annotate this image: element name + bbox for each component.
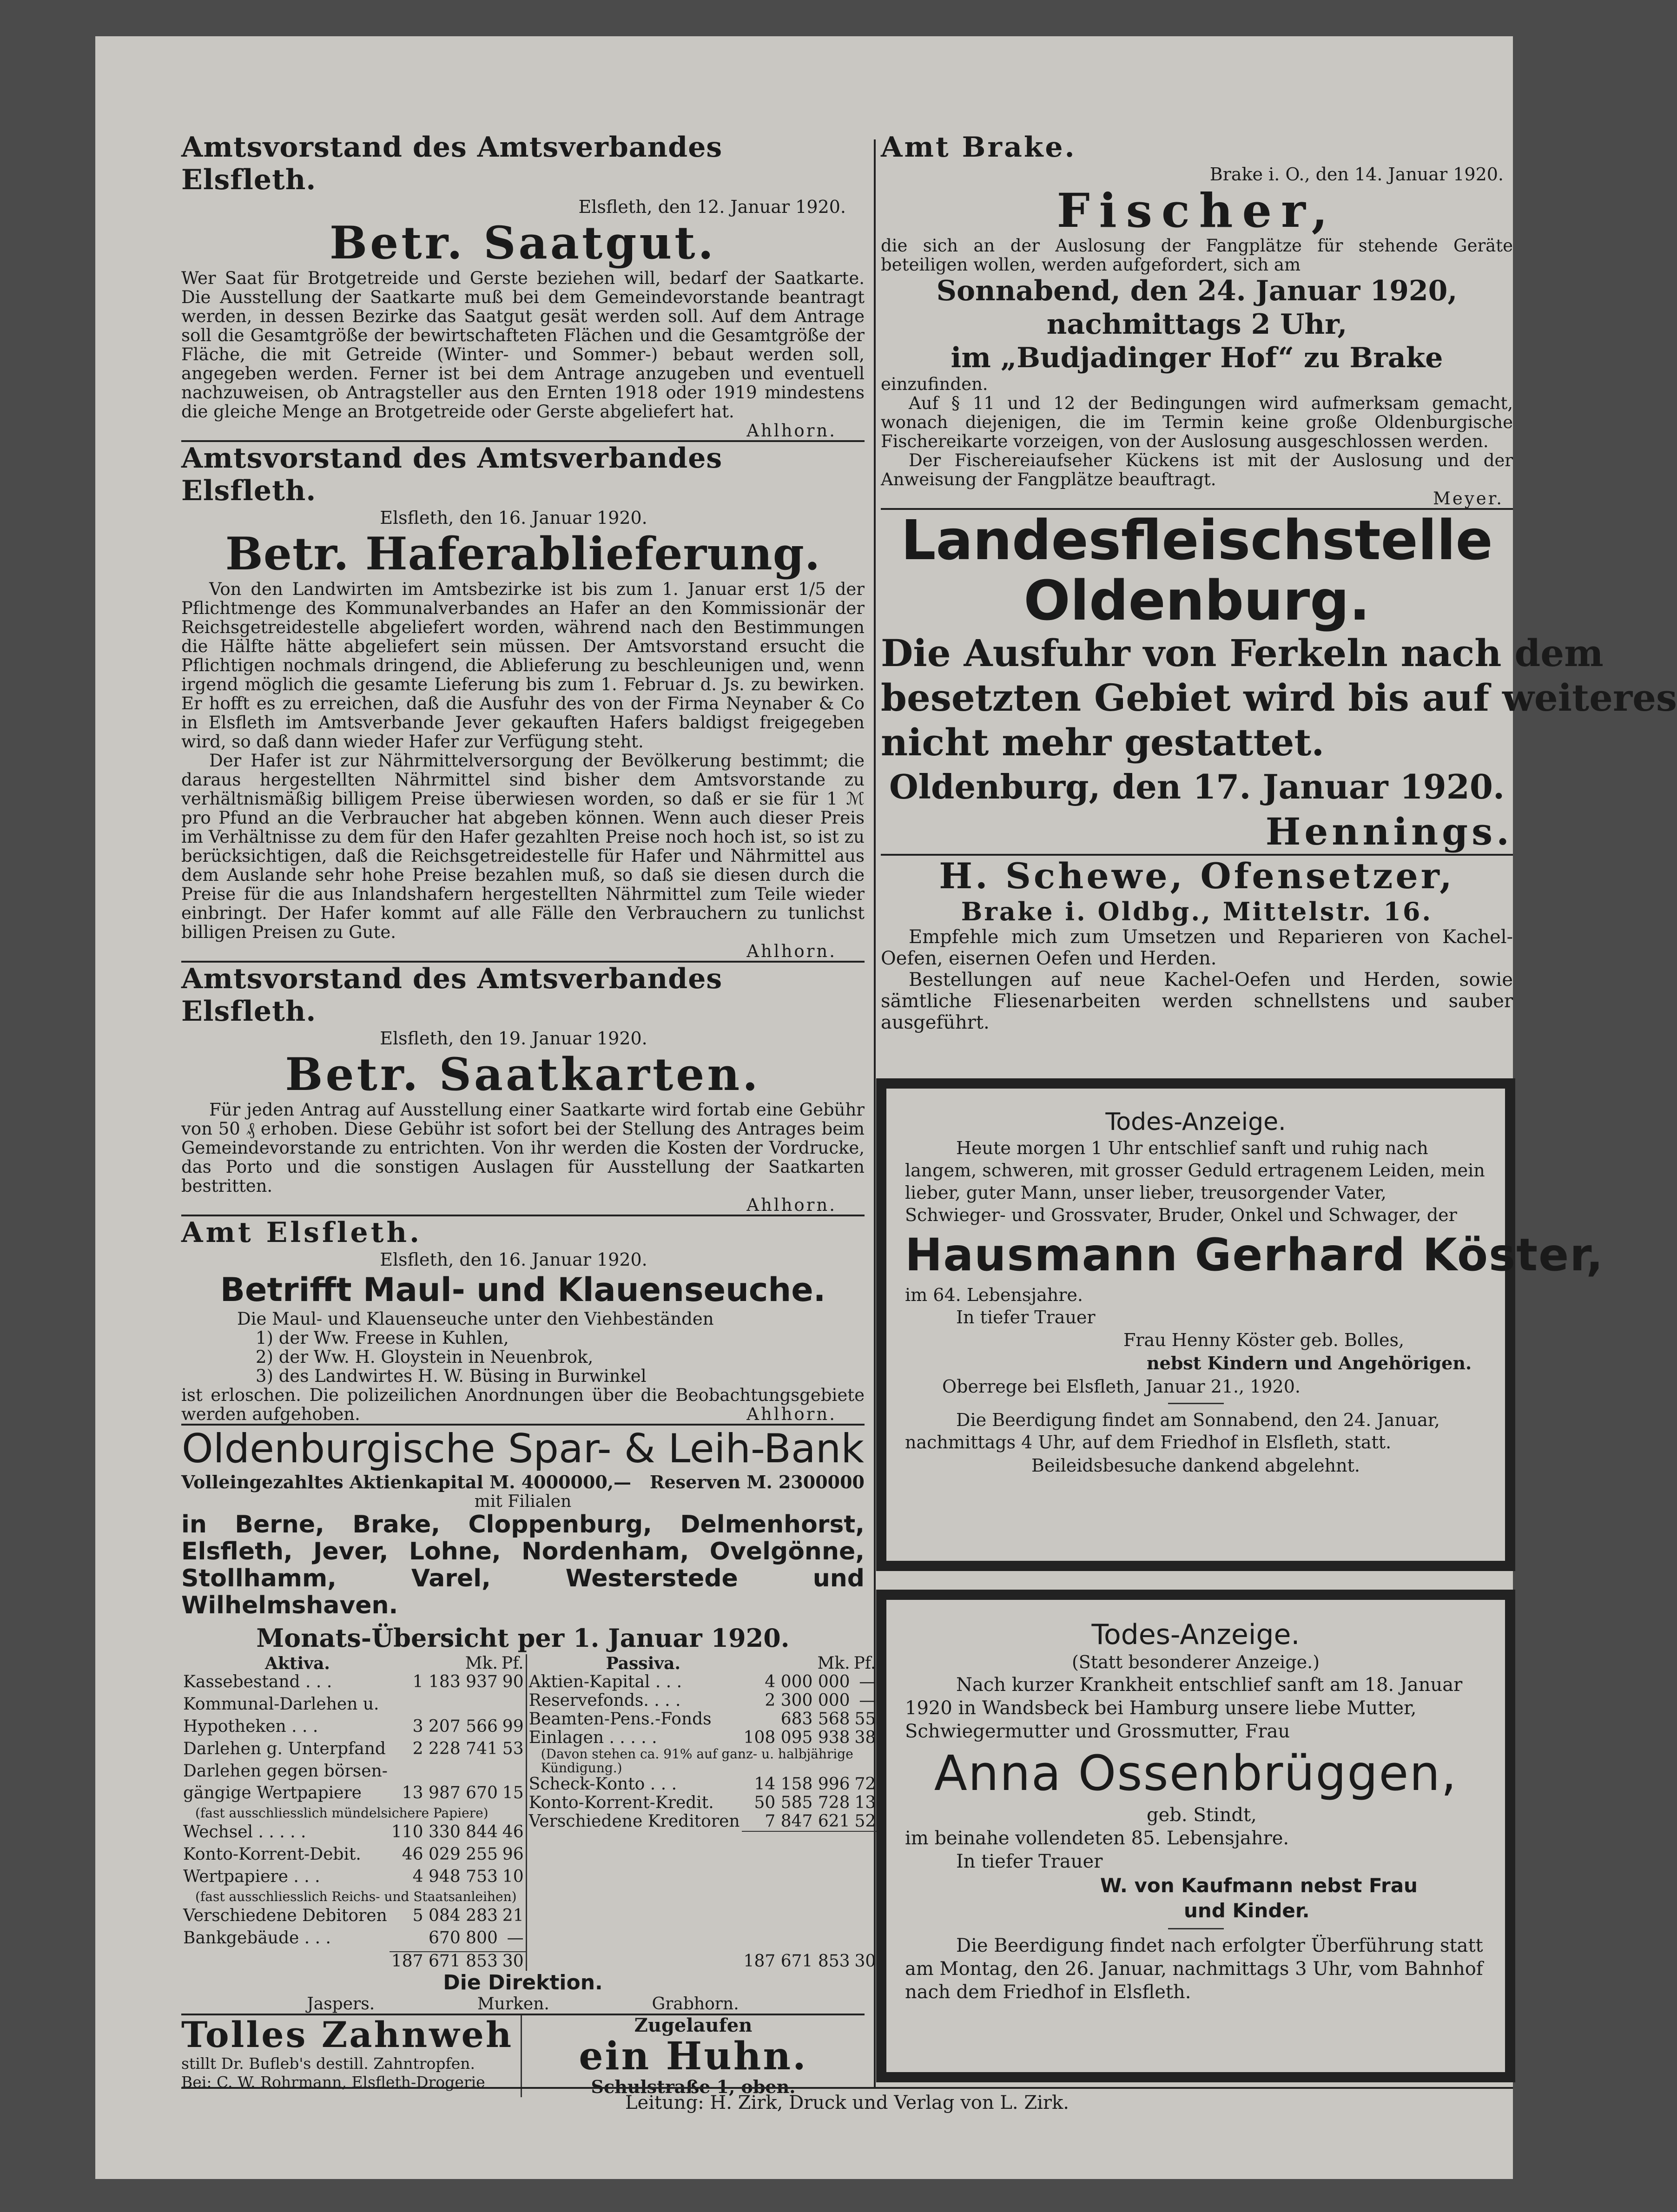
notice-body: Auf § 11 und 12 der Bedingungen wird aufmerksam gemacht, wonach diejenigen, die im Termin keine große Oldenburgische Fischereikarte vorzeigen, von der Auslosung ausgeschlossen werden. [881, 393, 1513, 451]
death-notice-ossenbrueggen [876, 1590, 1515, 2082]
notice-haferablieferung [181, 442, 865, 961]
bank-cities: in Berne, Brake, Cloppenburg, Delmenhorst, Elsfleth, Jever, Lohne, Nordenham, Ovelgönne, Stollhamm, Varel, Westerstede und Wilhelmshaven. [181, 1511, 865, 1619]
row-mark: 670 800 [429, 1928, 498, 1948]
row-mark: 5 084 283 [412, 1906, 498, 1925]
notice-funeral: Die Beerdigung findet nach erfolgter Überführung statt am Montag, den 26. Januar, nachmittags 3 Uhr, vom Bahnhof nach dem Friedhof in Elsfleth. [905, 1935, 1483, 2003]
table-row [181, 1907, 526, 1929]
table-row [527, 1673, 878, 1691]
ad-landesfleischstelle [881, 508, 1677, 854]
table-header: Pf. [853, 1654, 876, 1673]
row-label: Darlehen gegen börsen- [183, 1761, 388, 1781]
row-mark [390, 1695, 500, 1717]
ad-text: Die Ausfuhr von Ferkeln nach dem [881, 631, 1604, 675]
notice-signature: Ahlhorn. [746, 941, 837, 961]
notice-subtitle: (Statt besonderer Anzeige.) [1071, 1652, 1320, 1672]
ad-title: H. Schewe, Ofensetzer, [939, 855, 1455, 897]
notice-signature: Meyer. [1433, 489, 1504, 508]
overview-title: Monats-Übersicht per 1. Januar 1920. [256, 1623, 790, 1653]
bank-reserves: Reserven M. 2300000 [649, 1472, 865, 1492]
row-label: Einlagen . . . . . [528, 1728, 657, 1747]
balance-sheet [181, 1654, 876, 1971]
table-header: Pf. [501, 1654, 524, 1673]
row-pfennig: 90 [502, 1672, 524, 1691]
row-label: Wechsel . . . . . [183, 1822, 306, 1842]
row-label: Beamten-Pens.-Fonds [528, 1710, 712, 1729]
row-pfennig: 52 [854, 1812, 876, 1831]
table-row [527, 1812, 878, 1831]
bank-direction: Die Direktion. [443, 1971, 603, 1994]
table-row [527, 1747, 878, 1775]
table-row [181, 1806, 526, 1823]
list-item: 1) der Ww. Freese in Kuhlen, [256, 1328, 509, 1348]
family-line: Frau Henny Köster geb. Bolles, [1123, 1330, 1405, 1350]
notice-body: Nach kurzer Krankheit entschlief sanft am 18. Januar 1920 in Wandsbeck bei Hamburg unsere liebe Mutter, Schwiegermutter und Grossmutter, Frau [905, 1674, 1463, 1742]
notice-body: ist erloschen. Die polizeilichen Anordnungen über die Beobachtungsgebiete werden aufgehoben. [181, 1385, 865, 1424]
bank-filialen-label: mit Filialen [474, 1492, 572, 1511]
row-label: Scheck-Konto . . . [528, 1775, 677, 1794]
ad-address: Brake i. Oldbg., Mittelstr. 16. [961, 897, 1433, 926]
table-row [181, 1740, 526, 1762]
table-header: Passiva. [606, 1654, 681, 1673]
row-pfennig: 46 [502, 1822, 524, 1842]
row-mark: 683 568 [780, 1710, 850, 1729]
notice-date: Elsfleth, den 16. Januar 1920. [380, 1249, 647, 1270]
notice-signature: Ahlhorn. [746, 1404, 837, 1424]
row-label: Aktien-Kapital . . . [528, 1672, 682, 1691]
ad-date: Oldenburg, den 17. Januar 1920. [889, 767, 1505, 806]
row-pfennig: 10 [502, 1867, 524, 1887]
row-pfennig: — [859, 1691, 876, 1710]
row-mark: 50 585 728 [754, 1793, 850, 1812]
row-label: (Davon stehen ca. 91% auf ganz- u. halbjährige Kündigung.) [541, 1746, 853, 1776]
row-label: Verschiedene Kreditoren [528, 1812, 740, 1831]
table-row [181, 1868, 526, 1890]
table-row [181, 1823, 526, 1845]
notice-date-line: Sonnabend, den 24. Januar 1920, [936, 275, 1458, 307]
family-line: und Kinder. [1184, 1899, 1310, 1922]
ad-title: ein Huhn. [579, 2034, 808, 2079]
table-row [181, 1784, 526, 1806]
ad-title: Tolles Zahnweh [181, 2014, 514, 2055]
row-label: Verschiedene Debitoren [183, 1906, 387, 1925]
ad-title: Oldenburg. [1023, 568, 1370, 633]
passiva-total: 187 671 853 [742, 1831, 852, 1971]
row-pfennig: 99 [502, 1717, 524, 1736]
ad-schewe [881, 856, 1513, 1033]
notice-born: geb. Stindt, [1147, 1804, 1257, 1826]
death-notice-koester [876, 1078, 1604, 1571]
notice-title: Betr. Haferablieferung. [225, 528, 821, 580]
table-row [527, 1710, 878, 1729]
aktiva-total: 187 671 853 [390, 1952, 500, 1971]
row-mark: 2 228 741 [412, 1739, 498, 1758]
notice-date: Brake i. O., den 14. Januar 1920. [1209, 164, 1504, 185]
row-label: Bankgebäude . . . [183, 1928, 331, 1948]
notice-signature: Ahlhorn. [746, 421, 837, 441]
notice-title: Todes-Anzeige. [1091, 1618, 1300, 1651]
small-ads-row [181, 2015, 865, 2097]
row-pfennig: 53 [502, 1739, 524, 1758]
left-column [181, 131, 876, 2097]
passiva-table [527, 1654, 878, 1971]
table-row [181, 1695, 526, 1717]
notice-body: Der Fischereiaufseher Kückens ist mit der Auslosung und der Anweisung der Fangplätze beauftragt. [881, 450, 1513, 489]
row-mark: 2 300 000 [765, 1691, 850, 1710]
table-header: Mk. [817, 1654, 850, 1673]
notice-body: Der Hafer ist zur Nährmittelversorgung der Bevölkerung bestimmt; die daraus hergestellten Nährmittel sind bisher dem Amtsvorstande zu verhältnismäßig billigem Preise überwiesen worden, so daß er sie für 1 ℳ pro Pfund an die Verbraucher hat abgeben können. Wenn auch dieser Preis im Verhältnisse zu dem für den Hafer gezahlten Preise noch hoch ist, so ist zu berücksichtigen, daß die Reichsgetreidestelle für Hafer und Nährmittel aus dem Auslande sehr hohe Preise bezahlen muß, so daß sie diesen durch die Preise für die aus Inlandshafern hergestellten Nährmittel zum Teile wieder einbringt. Der Hafer kommt auf alle Fälle den Verbrauchern zu tunlichst billigen Preisen zu Gute. [181, 751, 865, 942]
row-mark: 14 158 996 [754, 1775, 850, 1794]
deceased-name: Hausmann Gerhard Köster, [905, 1229, 1604, 1281]
table-row [527, 1691, 878, 1710]
notice-title: Todes-Anzeige. [1105, 1108, 1286, 1136]
notice-header: Amt Brake. [881, 131, 1076, 164]
table-row [181, 1845, 526, 1868]
row-label: (fast ausschliesslich Reichs- und Staatsanleihen) [195, 1888, 517, 1904]
bank-advertisement [181, 1426, 876, 2014]
passiva-total-pf: 30 [852, 1831, 878, 1971]
notice-klauenseuche [181, 1216, 865, 1424]
notice-header: Amtsvorstand des Amtsverbandes Elsfleth. [181, 963, 723, 1028]
ad-top: Zugelaufen [634, 2014, 753, 2036]
table-row [527, 1794, 878, 1812]
row-pfennig: 15 [502, 1783, 524, 1803]
deceased-name: Anna Ossenbrüggen, [934, 1745, 1458, 1802]
notice-date: Elsfleth, den 19. Januar 1920. [380, 1028, 647, 1049]
row-mark: 4 000 000 [765, 1672, 850, 1691]
family-line: W. von Kaufmann nebst Frau [1100, 1874, 1418, 1897]
director-name: Jaspers. [307, 1994, 375, 2014]
notice-signature: Ahlhorn. [746, 1195, 837, 1215]
aktiva-table [181, 1654, 527, 1971]
row-pfennig [500, 1762, 526, 1784]
row-label: Kommunal-Darlehen u. [183, 1694, 379, 1714]
family-line: nebst Kindern und Angehörigen. [1147, 1353, 1472, 1373]
notice-saatgut [181, 131, 865, 440]
row-label: gängige Wertpapiere [183, 1783, 362, 1803]
row-mark: 110 330 844 [391, 1822, 498, 1842]
ad-huhn [522, 2015, 865, 2097]
notice-title: Betrifft Maul- und Klauenseuche. [220, 1271, 826, 1309]
notice-funeral: Die Beerdigung findet am Sonnabend, den 24. Januar, nachmittags 4 Uhr, auf dem Friedhof in Elsfleth, statt. [905, 1410, 1440, 1453]
director-name: Murken. [477, 1994, 549, 2014]
row-mark: 46 029 255 [402, 1845, 498, 1864]
aktiva-total-pf: 30 [500, 1952, 526, 1971]
ad-text: Bei: C. W. Rohrmann, Elsfleth-Drogerie [181, 2073, 485, 2091]
notice-age: im 64. Lebensjahre. [905, 1285, 1083, 1305]
notice-date: Elsfleth, den 16. Januar 1920. [380, 508, 647, 528]
notice-place-line: im „Budjadinger Hof“ zu Brake [951, 342, 1443, 374]
imprint-divider [181, 2087, 1513, 2089]
row-mark: 7 847 621 [765, 1812, 850, 1831]
row-pfennig: 13 [854, 1793, 876, 1812]
bank-name: Oldenburgische Spar- & Leih-Bank [181, 1426, 865, 1472]
table-row [181, 1762, 526, 1784]
table-row [181, 1890, 526, 1907]
row-label: Konto-Korrent-Debit. [183, 1845, 361, 1864]
row-pfennig: 96 [502, 1845, 524, 1864]
ad-signature: Hennings. [1265, 810, 1513, 853]
row-mark [390, 1762, 500, 1784]
row-label: Kassebestand . . . [183, 1672, 332, 1691]
row-pfennig: 38 [854, 1728, 876, 1747]
row-mark: 108 095 938 [743, 1728, 850, 1747]
list-item: 2) der Ww. H. Gloystein in Neuenbrok, [256, 1347, 594, 1367]
notice-title: Betr. Saatkarten. [285, 1048, 761, 1101]
imprint-footer: Leitung: H. Zirk, Druck und Verlag von L. Zirk. [625, 2092, 1070, 2113]
ad-zahnweh [181, 2015, 522, 2097]
row-label: Darlehen g. Unterpfand [183, 1739, 386, 1758]
table-header: Aktiva. [265, 1654, 330, 1673]
row-pfennig: — [859, 1672, 876, 1691]
row-mark: 3 207 566 [412, 1717, 498, 1736]
ad-text: stillt Dr. Bufleb's destill. Zahntropfen. [181, 2054, 475, 2073]
table-header: Mk. [465, 1654, 498, 1673]
notice-title: Betr. Saatgut. [330, 217, 716, 269]
notice-header: Amt Elsfleth. [181, 1216, 422, 1249]
notice-time-line: nachmittags 2 Uhr, [1046, 308, 1347, 341]
ad-text: Empfehle mich zum Umsetzen und Reparieren von Kachel-Oefen, eisernen Oefen und Herden. [881, 926, 1513, 969]
row-label: Konto-Korrent-Kredit. [528, 1793, 714, 1812]
notice-header: Amtsvorstand des Amtsverbandes Elsfleth. [181, 131, 723, 196]
row-pfennig: — [507, 1928, 524, 1948]
notice-header: Amtsvorstand des Amtsverbandes Elsfleth. [181, 442, 723, 507]
row-label: Hypotheken . . . [183, 1717, 318, 1736]
notice-body: Wer Saat für Brotgetreide und Gerste beziehen will, bedarf der Saatkarte. Die Ausstellung der Saatkarte muß bei dem Gemeindevorstande beantragt werden, in dessen Bezirke das Saatgut gesät werden soll. Auf dem Antrage soll die Gesamtgröße der bewirtschafteten Flächen und die Gesamtgröße der Fläche, die mit Getreide (Winter- und Sommer-) bebaut werden soll, angegeben werden. Ferner ist bei dem Antrage anzugeben und eventuell nachzuweisen, ob Antragsteller aus den Ernten 1918 oder 1919 mindestens die gleiche Menge an Brotgetreide oder Gerste abgeliefert hat. [181, 268, 865, 422]
notice-body: einzufinden. [881, 374, 988, 394]
notice-trauer: In tiefer Trauer [956, 1851, 1103, 1872]
row-label: Wertpapiere . . . [183, 1867, 320, 1887]
notice-age: im beinahe vollendeten 85. Lebensjahre. [905, 1828, 1289, 1849]
table-row [527, 1775, 878, 1794]
director-name: Grabhorn. [652, 1994, 739, 2014]
notice-body: Die Maul- und Klauenseuche unter den Viehbeständen [237, 1309, 714, 1329]
row-pfennig: 55 [854, 1710, 876, 1729]
table-row [181, 1673, 526, 1695]
ad-title: Landesfleischstelle [901, 508, 1493, 572]
row-label: Reservefonds. . . . [528, 1691, 681, 1710]
notice-fischer [881, 131, 1513, 508]
row-pfennig: 72 [854, 1775, 876, 1794]
row-mark: 4 948 753 [412, 1867, 498, 1887]
notice-body: Heute morgen 1 Uhr entschlief sanft und ruhig nach langem, schweren, mit grosser Geduld ertragenem Leiden, mein lieber, guter Mann, unser lieber, treusorgender Vater, Schwieger- und Grossvater, Bruder, Onkel und Schwager, der [905, 1138, 1485, 1225]
notice-visits: Beileidsbesuche dankend abgelehnt. [1031, 1455, 1360, 1476]
row-pfennig [500, 1695, 526, 1717]
notice-body: die sich an der Auslosung der Fangplätze für stehende Geräte beteiligen wollen, werden aufgefordert, sich am [881, 236, 1513, 275]
table-row [181, 1717, 526, 1740]
notice-body: Für jeden Antrag auf Ausstellung einer Saatkarte wird fortab eine Gebühr von 50 ₰ erhoben. Diese Gebühr ist sofort bei der Stellung des Antrages beim Gemeindevorstande zu entrichten. Von ihr werden die Kosten der Vordrucke, das Porto und die sonstigen Auslagen für Ausstellung der Saatkarten bestritten. [181, 1100, 865, 1196]
notice-place: Oberrege bei Elsfleth, Januar 21., 1920. [942, 1376, 1301, 1397]
row-pfennig: 21 [502, 1906, 524, 1925]
row-mark: 13 987 670 [402, 1783, 498, 1803]
bank-capital: Volleingezahltes Aktienkapital M. 4000000,— [181, 1472, 632, 1492]
list-item: 3) des Landwirtes H. W. Büsing in Burwinkel [256, 1366, 647, 1386]
row-mark: 1 183 937 [412, 1672, 498, 1691]
ad-text: besetzten Gebiet wird bis auf weiteres [881, 676, 1677, 720]
notice-date: Elsfleth, den 12. Januar 1920. [578, 197, 846, 217]
table-row [527, 1729, 878, 1747]
notice-title: Fischer, [1056, 183, 1337, 238]
table-row [181, 1929, 526, 1952]
notice-trauer: In tiefer Trauer [956, 1307, 1096, 1327]
row-label: (fast ausschliesslich mündelsichere Papiere) [195, 1805, 489, 1821]
right-column [881, 131, 1677, 1033]
ad-address: Schulstraße 1, oben. [591, 2076, 796, 2097]
notice-body: Von den Landwirten im Amtsbezirke ist bis zum 1. Januar erst 1/5 der Pflichtmenge des Kommunalverbandes an Hafer an den Kommissionär der Reichsgetreidestelle abgeliefert worden, während nach den Bestimmungen die Hälfte hätte abgeliefert sein müssen. Der Amtsvorstand ersucht die Pflichtigen nochmals dringend, die Ablieferung zu beschleunigen und, wenn irgend möglich die gesamte Lieferung bis zum 1. Februar d. Js. zu bewirken. Er hofft es zu erreichen, daß die Ausfuhr des von der Firma Neynaber & Co in Elsfleth im Amtsverbande Jever gekauften Hafers baldigst freigegeben wird, so daß dann wieder Hafer zur Verfügung steht. [181, 579, 865, 752]
notice-saatkarten [181, 963, 865, 1215]
ad-text: Bestellungen auf neue Kachel-Oefen und Herden, sowie sämtliche Fliesenarbeiten werden schnellstens und sauber ausgeführt. [881, 969, 1513, 1033]
ad-text: nicht mehr gestattet. [881, 720, 1325, 764]
